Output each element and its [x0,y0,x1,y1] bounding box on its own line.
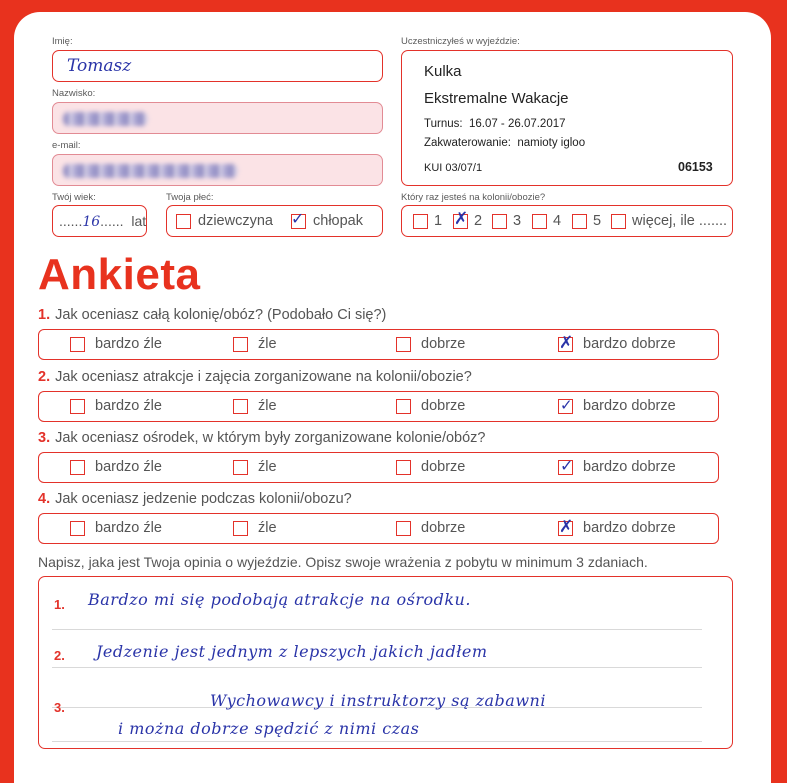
raz-4-checkbox[interactable] [532,214,547,229]
imie-label: Imię: [52,36,73,47]
q1-dobrze-checkbox[interactable] [396,337,411,352]
q2-bardzo-dobrze-checkbox[interactable] [558,396,573,414]
q1-bardzo-dobrze-label: bardzo dobrze [583,336,676,352]
q2-zle-checkbox[interactable] [233,399,248,414]
line-number-2: 2. [54,648,65,663]
q4-dobrze-label: dobrze [421,520,466,536]
survey-title: Ankieta [38,250,201,299]
raz-1-label: 1 [434,213,443,229]
raz-1-checkbox[interactable] [413,214,428,229]
q3-zle-checkbox[interactable] [233,460,248,475]
nazwisko-label: Nazwisko: [52,88,96,99]
cross-mark-icon: ✗ [454,209,469,229]
q3-dobrze-checkbox[interactable] [396,460,411,475]
raz-3-checkbox[interactable] [492,214,507,229]
q4-bardzo-dobrze-label: bardzo dobrze [583,520,676,536]
q2-bardzo-zle-label: bardzo źle [95,398,162,414]
plec-chlopak-checkbox[interactable] [291,209,306,229]
wiek-field[interactable] [52,205,147,237]
wiek-dots-right: ...... [100,213,124,229]
raz-2-checkbox[interactable] [453,209,469,229]
q4-bardzo-zle-label: bardzo źle [95,520,162,536]
raz-3-label: 3 [513,213,522,229]
turnus-label: Turnus: [424,118,463,130]
wiek-dots-left: ...... [59,213,83,229]
trip-card [401,50,733,186]
zakw-label: Zakwaterowanie: [424,137,511,149]
zakw-value: namioty igloo [517,137,586,149]
check-mark-icon: ✓ [560,456,574,475]
q1-bardzo-zle-checkbox[interactable] [70,337,85,352]
opinion-prompt: Napisz, jaka jest Twoja opinia o wyjeździe. Opisz swoje wrażenia z pobytu w minimum 3 zdaniach. [38,554,648,570]
q4-bardzo-dobrze-checkbox[interactable] [558,517,574,537]
trip-number: 06153 [678,160,713,174]
answer-row-2 [38,391,719,422]
answer-row-4 [38,513,719,544]
q4-dobrze-checkbox[interactable] [396,521,411,536]
opinion-line-2: Jedzenie jest jednym z lepszych jakich jadłem [96,642,488,661]
q2-bardzo-dobrze-label: bardzo dobrze [583,398,676,414]
ktory-raz-field [401,205,733,237]
raz-4-label: 4 [553,213,562,229]
plec-dziewczyna-label: dziewczyna [198,213,273,229]
q4-zle-checkbox[interactable] [233,521,248,536]
question-1: 1. Jak oceniasz całą kolonię/obóz? (Podobało Ci się?) [38,307,387,323]
q3-bardzo-dobrze-label: bardzo dobrze [583,459,676,475]
turnus-value: 16.07 - 26.07.2017 [468,118,566,130]
q3-dobrze-label: dobrze [421,459,466,475]
check-mark-icon: ✓ [291,209,305,228]
q2-bardzo-zle-checkbox[interactable] [70,399,85,414]
q3-bardzo-dobrze-checkbox[interactable] [558,456,574,475]
opinion-line-3: Wychowawcy i instruktorzy są zabawni [210,691,546,710]
trip-brand: Kulka [424,63,462,80]
q2-dobrze-checkbox[interactable] [396,399,411,414]
raz-2-label: 2 [474,213,483,229]
q4-bardzo-zle-checkbox[interactable] [70,521,85,536]
line-number-3: 3. [54,700,65,715]
rule-2 [52,667,702,668]
nazwisko-redacted [63,112,148,126]
answer-row-1 [38,329,719,360]
q2-dobrze-label: dobrze [421,398,466,414]
wiek-value: 16 [82,214,101,230]
q1-bardzo-zle-label: bardzo źle [95,336,162,352]
email-label: e-mail: [52,140,81,151]
wiek-unit: lat [131,213,147,229]
plec-field [166,205,383,237]
wiek-label: Twój wiek: [52,192,96,203]
imie-field[interactable] [52,50,383,82]
opinion-line-1: Bardzo mi się podobają atrakcje na ośrodku. [88,590,471,609]
raz-5-checkbox[interactable] [572,214,587,229]
question-2: 2. Jak oceniasz atrakcje i zajęcia zorganizowane na kolonii/obozie? [38,369,472,385]
q1-bardzo-dobrze-checkbox[interactable] [558,333,574,353]
q1-dobrze-label: dobrze [421,336,466,352]
plec-dziewczyna-checkbox[interactable] [176,214,191,229]
ktory-raz-label: Który raz jesteś na kolonii/obozie? [401,192,546,203]
trip-name: Ekstremalne Wakacje [424,90,569,107]
answer-row-3 [38,452,719,483]
plec-chlopak-label: chłopak [313,213,363,229]
raz-5-label: 5 [593,213,602,229]
cross-mark-icon: ✗ [559,517,574,537]
rule-1 [52,629,702,630]
q3-bardzo-zle-label: bardzo źle [95,459,162,475]
email-redacted [63,164,238,178]
rule-4 [52,741,702,742]
nazwisko-field[interactable] [52,102,383,134]
q1-zle-checkbox[interactable] [233,337,248,352]
q3-zle-label: źle [258,459,277,475]
trip-code: KUI 03/07/1 [424,162,483,174]
opinion-line-4: i można dobrze spędzić z nimi czas [118,719,420,738]
question-4: 4. Jak oceniasz jedzenie podczas kolonii/obozu? [38,491,352,507]
line-number-1: 1. [54,597,65,612]
raz-wiecej-checkbox[interactable] [611,214,626,229]
raz-wiecej-label: więcej, ile ....... [632,213,728,229]
email-field[interactable] [52,154,383,186]
plec-label: Twoja płeć: [166,192,214,203]
question-3: 3. Jak oceniasz ośrodek, w którym były zorganizowane kolonie/obóz? [38,430,486,446]
check-mark-icon: ✓ [560,396,573,414]
q4-zle-label: źle [258,520,277,536]
cross-mark-icon: ✗ [559,333,574,353]
uczestnik-label: Uczestniczyłeś w wyjeździe: [401,36,520,47]
q3-bardzo-zle-checkbox[interactable] [70,460,85,475]
imie-value: Tomasz [67,56,132,76]
q2-zle-label: źle [258,398,277,414]
q1-zle-label: źle [258,336,277,352]
